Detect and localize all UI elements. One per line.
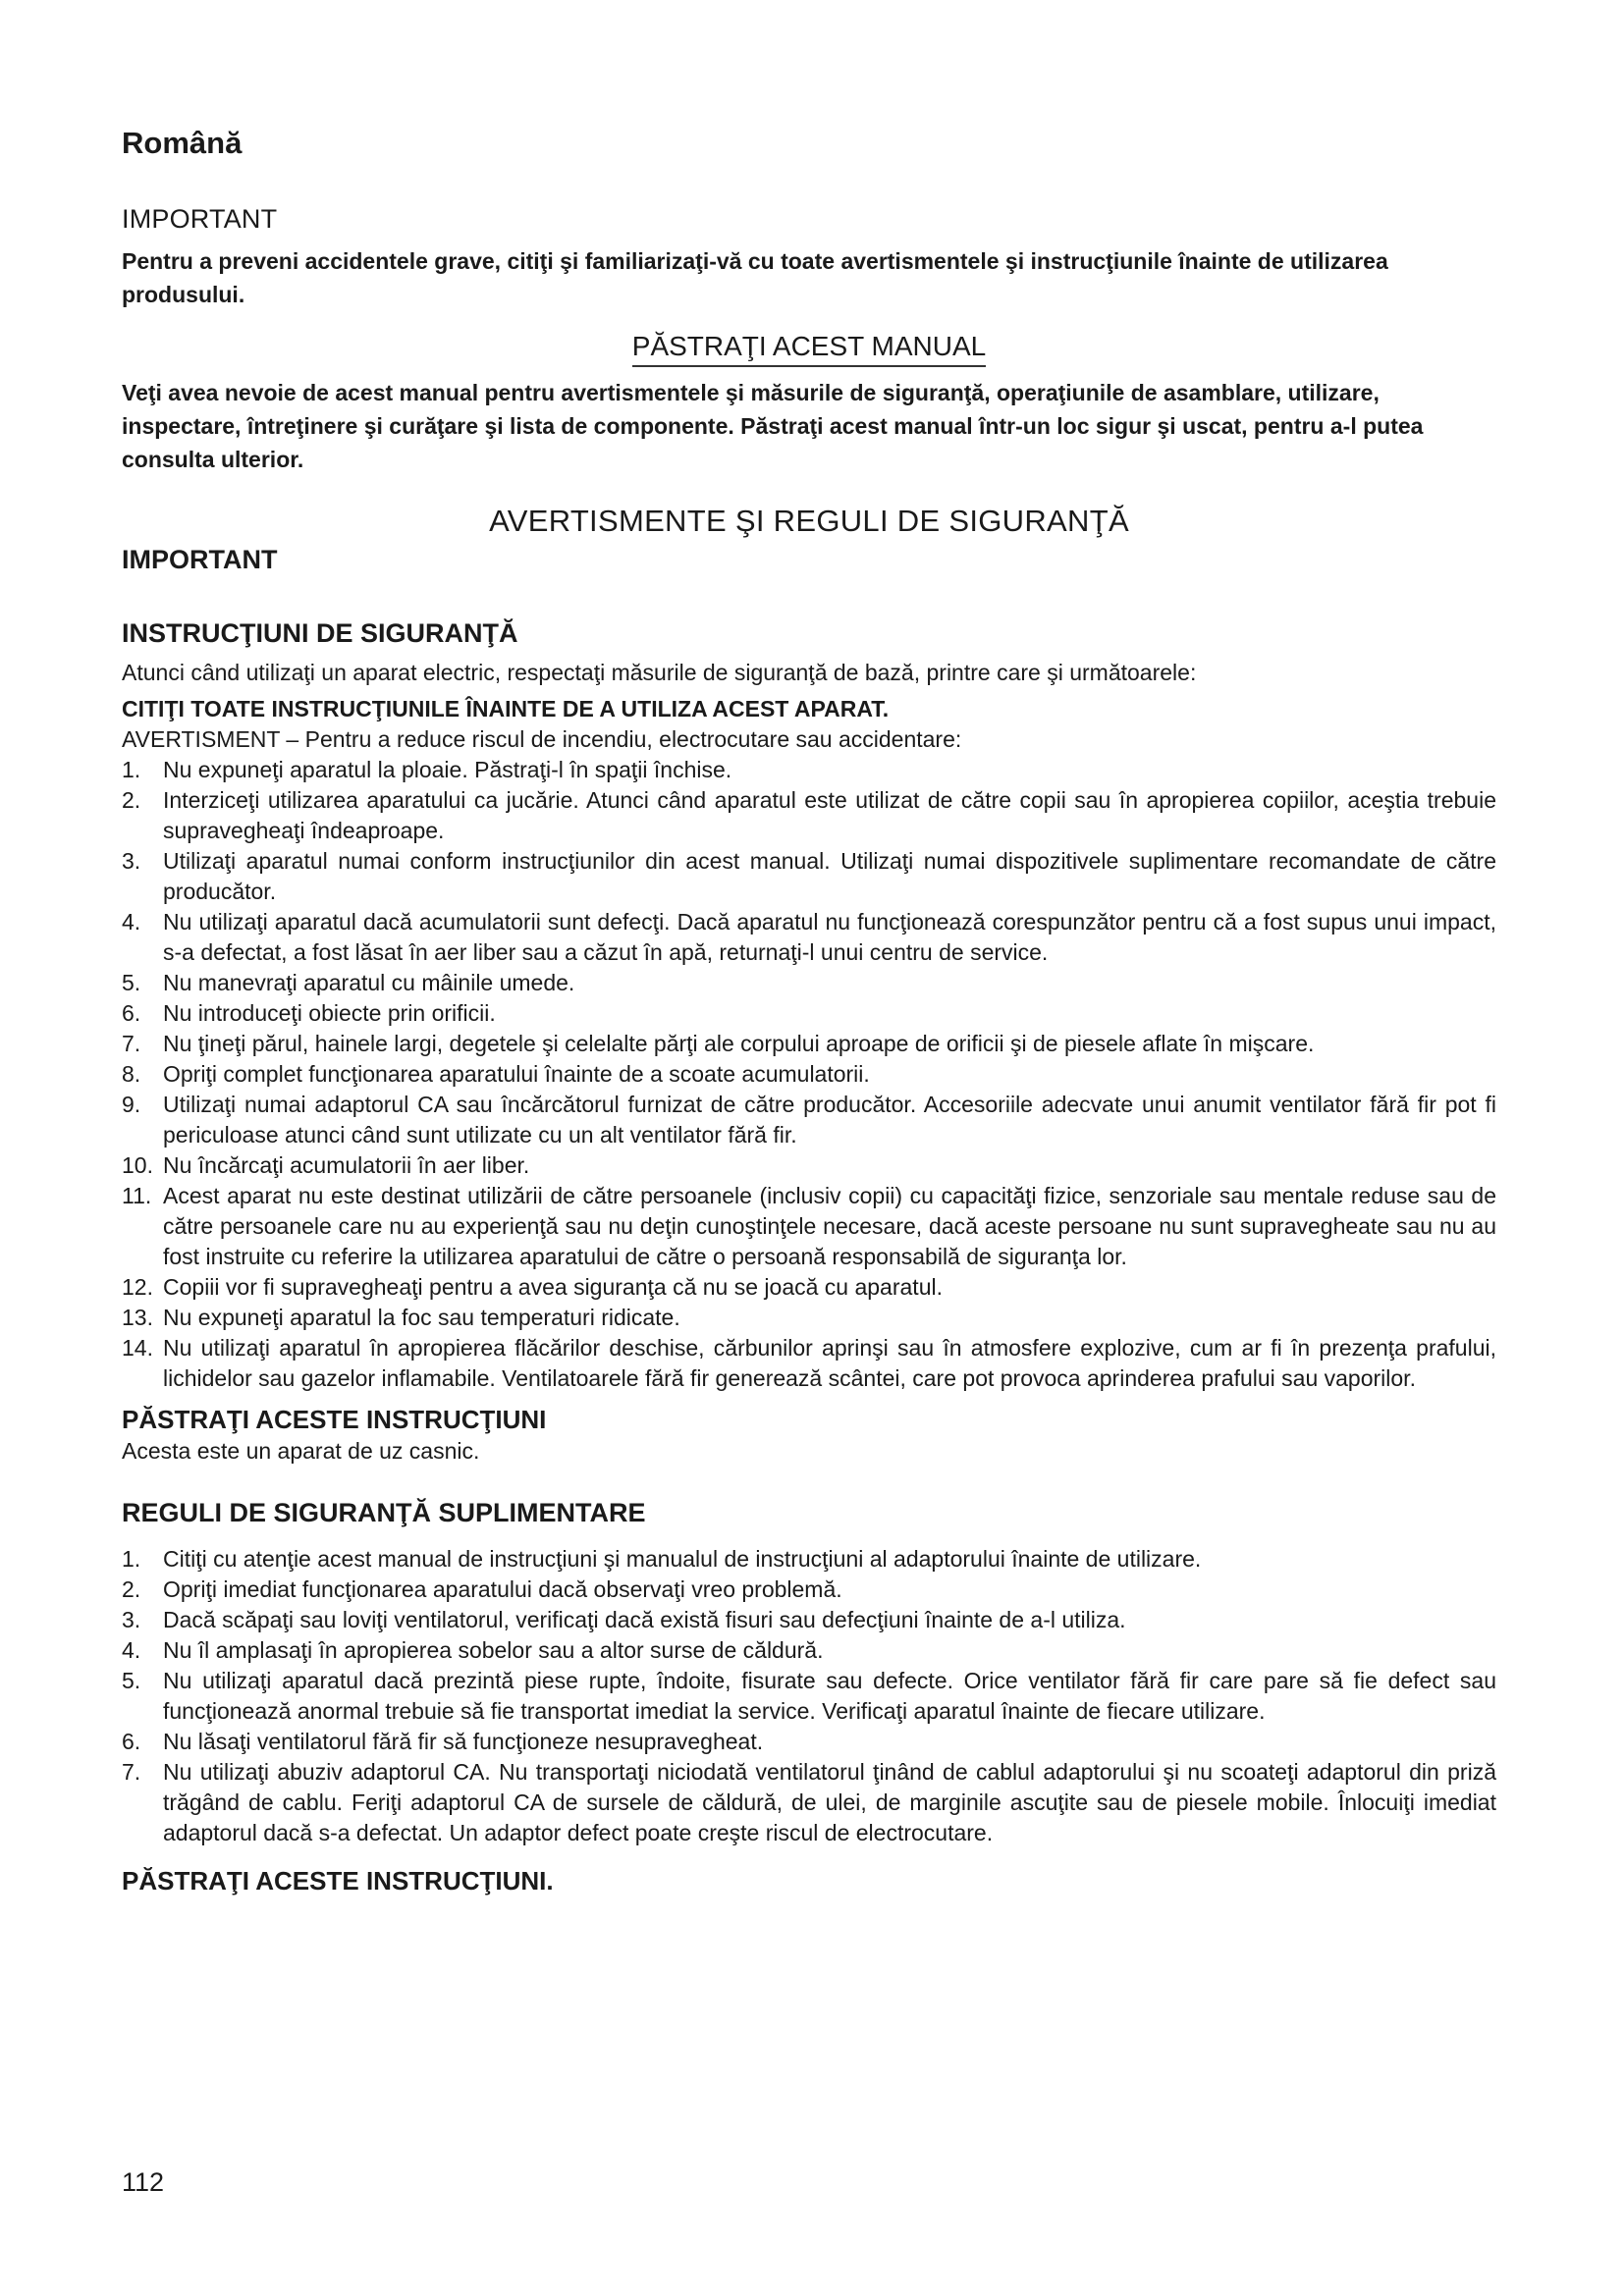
list-item: 4. Nu îl amplasaţi în apropierea sobelor sau a altor surse de căldură.: [122, 1637, 824, 1663]
keep-manual-text: Veţi avea nevoie de acest manual pentru avertismentele şi măsurile de siguranţă, operaţiunile de asamblare, utilizare, inspectare, întreţinere şi curăţare şi lista de componente. Păstraţi acest manual într-un loc sigur şi uscat, pentru a-l putea consulta ulterior.: [122, 380, 1424, 472]
intro-warning: Pentru a preveni accidentele grave, citiţi şi familiarizaţi-vă cu toate avertismentele şi instrucţiunile înainte de utilizarea produsului.: [122, 248, 1388, 307]
list-item: 13. Nu expuneţi aparatul la foc sau temperaturi ridicate.: [122, 1305, 680, 1330]
list-item: 11. Acest aparat nu este destinat utilizării de către persoanele (inclusiv copii) cu capacităţi fizice, senzoriale sau mentale reduse sau de către persoanele care nu au experienţă sau nu deţin cunoştinţele necesare, dacă aceste persoane nu sunt supravegheate sau nu au fost instruite cu referire la utilizarea aparatului de către o persoană responsabilă de siguranţa lor.: [122, 1183, 1496, 1269]
household-note: Acesta este un aparat de uz casnic.: [122, 1438, 480, 1464]
keep-instructions-heading-2: PĂSTRAŢI ACESTE INSTRUCŢIUNI.: [122, 1866, 554, 1896]
language-heading: Română: [122, 126, 243, 160]
list-item: 10. Nu încărcaţi acumulatorii în aer liber.: [122, 1152, 530, 1178]
keep-manual-title: PĂSTRAŢI ACEST MANUAL: [122, 331, 1496, 362]
read-all-instructions: CITIŢI TOATE INSTRUCŢIUNILE ÎNAINTE DE A UTILIZA ACEST APARAT.: [122, 696, 890, 721]
safety-instructions-title: INSTRUCŢIUNI DE SIGURANŢĂ: [122, 618, 518, 648]
extra-rules-title: REGULI DE SIGURANŢĂ SUPLIMENTARE: [122, 1498, 646, 1527]
list-item: 2. Interziceţi utilizarea aparatului ca jucărie. Atunci când aparatul este utilizat de către copii sau în apropierea copiilor, aceştia trebuie supravegheaţi îndeaproape.: [122, 787, 1496, 843]
list-item: 3. Utilizaţi aparatul numai conform instrucţiunilor din acest manual. Utilizaţi numai dispozitivele suplimentare recomandate de către producător.: [122, 848, 1496, 904]
list-item: 14. Nu utilizaţi aparatul în apropierea flăcărilor deschise, cărbunilor aprinşi sau în atmosfere explozive, cum ar fi în prezenţa prafului, lichidelor sau gazelor inflamabile. Ventilatoarele fără fir generează scântei, care pot provoca aprinderea prafului sau vaporilor.: [122, 1335, 1496, 1391]
list-item: 5. Nu manevraţi aparatul cu mâinile umede.: [122, 970, 575, 995]
page-number: 112: [122, 2167, 165, 2197]
document-page: [122, 126, 1496, 1896]
list-item: 8. Opriţi complet funcţionarea aparatului înainte de a scoate acumulatorii.: [122, 1061, 870, 1087]
important-heading-2: IMPORTANT: [122, 545, 278, 574]
list-item: 1. Citiţi cu atenţie acest manual de instrucţiuni şi manualul de instrucţiuni al adaptorului înainte de utilizare.: [122, 1546, 1202, 1572]
list-item: 3. Dacă scăpaţi sau loviţi ventilatorul, verificaţi dacă există fisuri sau defecţiuni înainte de a-l utiliza.: [122, 1607, 1126, 1632]
safety-intro: Atunci când utilizaţi un aparat electric, respectaţi măsurile de siguranţă de bază, printre care şi următoarele:: [122, 660, 1197, 685]
warning-line: AVERTISMENT – Pentru a reduce riscul de incendiu, electrocutare sau accidentare:: [122, 726, 962, 752]
keep-instructions-heading: PĂSTRAŢI ACESTE INSTRUCŢIUNI: [122, 1405, 547, 1434]
safety-list: [122, 755, 1496, 1394]
important-heading: IMPORTANT: [122, 204, 278, 234]
list-item: 12. Copiii vor fi supravegheaţi pentru a avea siguranţa că nu se joacă cu aparatul.: [122, 1274, 943, 1300]
list-item: 6. Nu introduceţi obiecte prin orificii.: [122, 1000, 496, 1026]
list-item: 2. Opriţi imediat funcţionarea aparatului dacă observaţi vreo problemă.: [122, 1576, 842, 1602]
list-item: 9. Utilizaţi numai adaptorul CA sau încărcătorul furnizat de către producător. Accesoriile adecvate unui anumit ventilator fără fir pot fi periculoase atunci când sunt utilizate cu un alt ventilator fără fir.: [122, 1092, 1496, 1148]
list-item: 7. Nu ţineţi părul, hainele largi, degetele şi celelalte părţi ale corpului aproape de orificii şi de piesele aflate în mişcare.: [122, 1031, 1315, 1056]
list-item: 1. Nu expuneţi aparatul la ploaie. Păstraţi-l în spaţii închise.: [122, 757, 732, 782]
list-item: 7. Nu utilizaţi abuziv adaptorul CA. Nu transportaţi niciodată ventilatorul ţinând de cablul adaptorului şi nu scoateţi adaptorul din priză trăgând de cablu. Feriţi adaptorul CA de sursele de căldură, de ulei, de marginile ascuţite sau de piesele mobile. Înlocuiţi imediat adaptorul dacă s-a defectat. Un adaptor defect poate creşte riscul de electrocutare.: [122, 1759, 1496, 1845]
warnings-title: AVERTISMENTE ŞI REGULI DE SIGURANŢĂ: [489, 504, 1129, 538]
list-item: 4. Nu utilizaţi aparatul dacă acumulatorii sunt defecţi. Dacă aparatul nu funcţionează corespunzător pentru că a fost supus unui impact, s-a defectat, a fost lăsat în aer liber sau a căzut în apă, returnaţi-l unui centru de service.: [122, 909, 1496, 965]
extra-rules-list: [122, 1544, 1496, 1848]
list-item: 5. Nu utilizaţi aparatul dacă prezintă piese rupte, îndoite, fisurate sau defecte. Orice ventilator fără fir care pare să fie defect sau funcţionează anormal trebuie să fie transportat imediat la service. Verificaţi aparatul înainte de fiecare utilizare.: [122, 1668, 1496, 1724]
list-item: 6. Nu lăsaţi ventilatorul fără fir să funcţioneze nesupravegheat.: [122, 1729, 764, 1754]
